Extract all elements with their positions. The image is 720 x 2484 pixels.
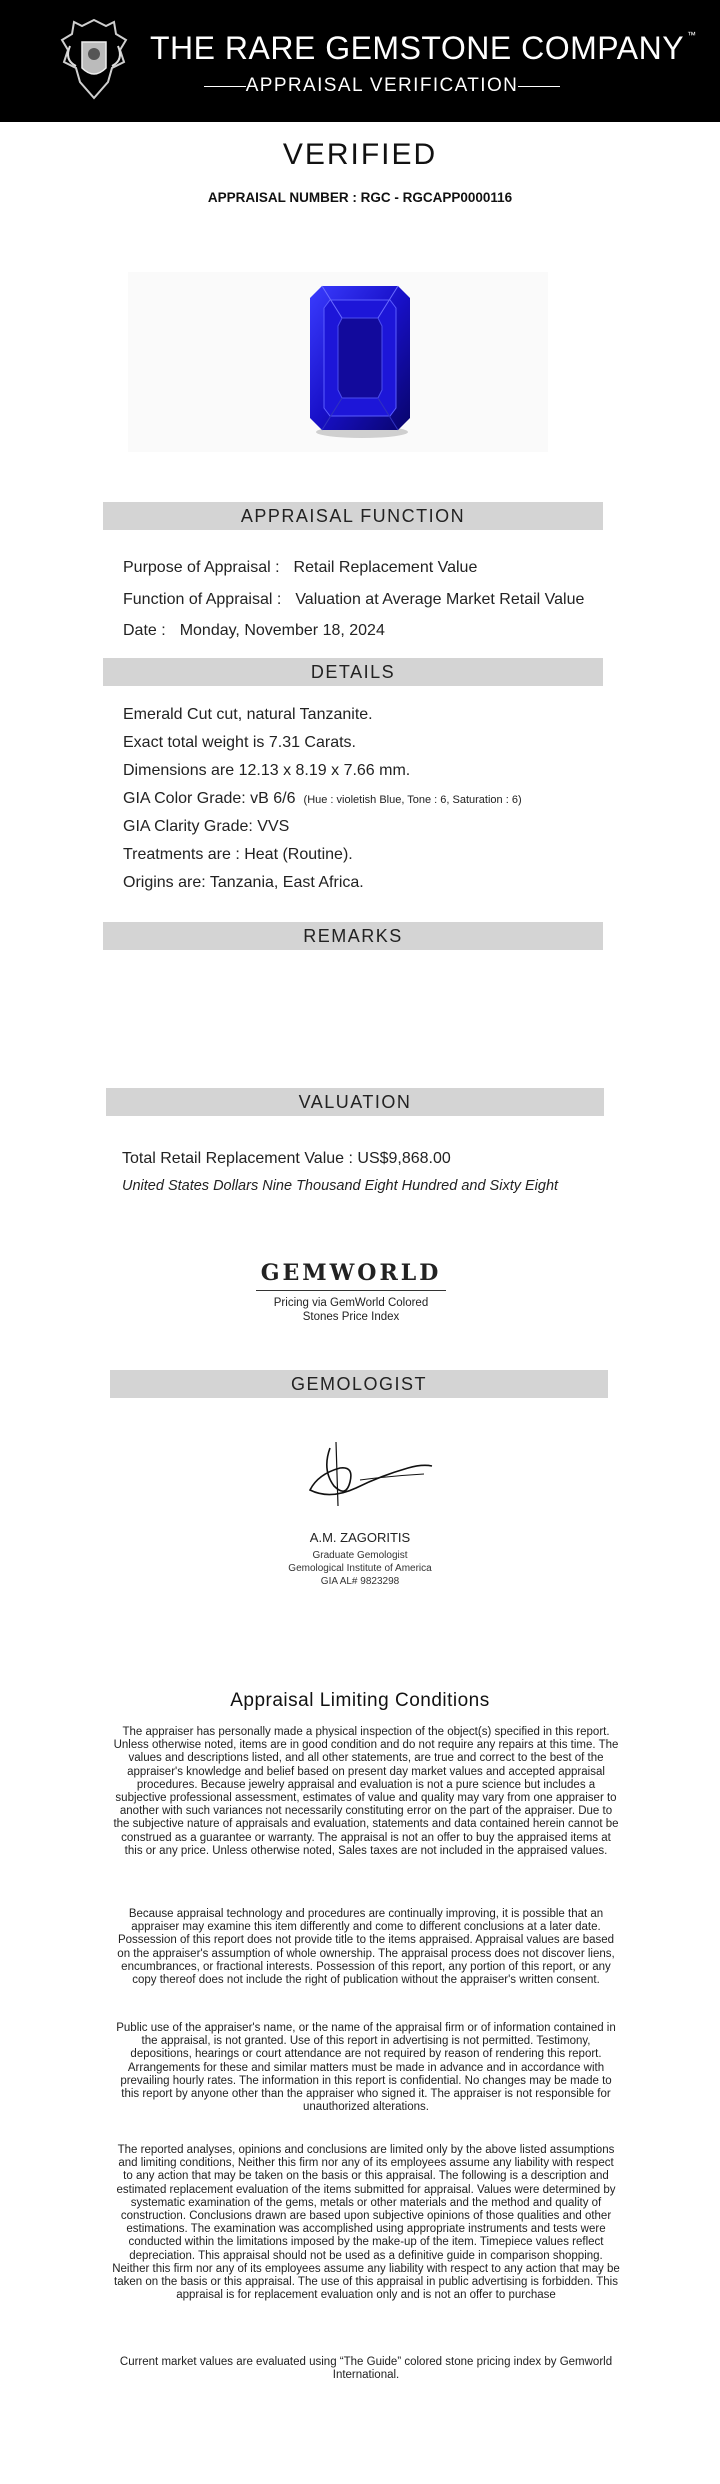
gemologist-bar: GEMOLOGIST [110,1370,608,1398]
gemologist-institute: Gemological Institute of America [288,1563,432,1574]
remarks-bar: REMARKS [103,922,603,950]
limiting-paragraph-3: Public use of the appraiser's name, or the name of the appraisal firm or of information contained in the appraisal, is not granted. Use of this report in advertising is not permitted. Testimony, depositions, hearings or court attendance are not required by reason of rendering this report. Arrangements for these and similar matters must be made in advance and in accordance with prevailing hourly rates. The information in this report is confidential. No changes may be made to this report by anyone other than the appraiser who signed it. The appraiser is not responsible for unauthorized alterations. [116,2022,616,2114]
value-in-words: United States Dollars Nine Thousand Eight Hundred and Sixty Eight [122,1178,559,1194]
limiting-conditions-title: Appraisal Limiting Conditions [230,1690,490,1711]
verified-heading: VERIFIED [282,138,438,171]
gemologist-name: A.M. ZAGORITIS [309,1530,411,1545]
function-row: Function of Appraisal : Valuation at Average Market Retail Value [123,591,585,608]
gemologist-license: GIA AL# 9823298 [320,1576,400,1587]
limiting-paragraph-5: Current market values are evaluated using “The Guide” colored stone pricing index by Gemworld International. [119,2356,613,2382]
gemworld-pricing-line1: Pricing via GemWorld Colored [273,1297,429,1309]
purpose-row: Purpose of Appraisal : Retail Replacement Value [123,559,478,576]
detail-clarity: GIA Clarity Grade: VVS [123,818,290,835]
limiting-paragraph-4: The reported analyses, opinions and conclusions are limited only by the above listed assumptions and limiting conditions, Neither this firm nor any of its employees assume any liability with respect to any action that may be taken on the basis or this appraisal. The following is a description and estimated replacement evaluation of the items submitted for appraisal. Values were determined by systematic examination of the gems, metals or other materials and the method and quality of construction. Conclusions drawn are based upon subjective opinions of those qualities and other estimations. The examination was accomplished using appropriate instruments and tests were conducted within the limitations imposed by the make-up of the item. Timepiece values reflect depreciation. This appraisal should not be used as a definitive guide in comparison shopping. Neither this firm nor any of its employees assume any liability with respect to any action that may be taken on the basis or this appraisal. The use of this appraisal in public advertising is forbidden. This appraisal is for replacement evaluation only and is not an offer to purchase [112,2144,620,2302]
company-name: THE RARE GEMSTONE COMPANY ™ [150,30,697,66]
gemologist-credential: Graduate Gemologist [312,1550,408,1561]
header-banner [0,0,720,122]
detail-treatments: Treatments are : Heat (Routine). [123,846,353,863]
valuation-bar: VALUATION [106,1088,604,1116]
detail-origin: Origins are: Tanzania, East Africa. [123,874,364,891]
gemworld-block [256,1260,446,1324]
details-bar: DETAILS [103,658,603,686]
header-subtitle: APPRAISAL VERIFICATION [202,74,562,98]
appraisal-number: APPRAISAL NUMBER : RGC - RGCAPP0000116 [207,190,513,205]
detail-dimensions: Dimensions are 12.13 x 8.19 x 7.66 mm. [123,762,411,779]
appraisal-function-bar: APPRAISAL FUNCTION [103,502,603,530]
detail-weight: Exact total weight is 7.31 Carats. [123,734,356,751]
gemworld-pricing-line2: Stones Price Index [302,1311,400,1323]
crest-logo-icon [54,16,134,104]
tanzanite-gemstone-image [300,282,420,442]
gemworld-logo: GEMWORLD [256,1260,446,1291]
detail-color-grade: GIA Color Grade: vB 6/6 (Hue : violetish Blue, Tone : 6, Saturation : 6) [123,790,522,807]
limiting-paragraph-2: Because appraisal technology and procedures are continually improving, it is possible that an appraiser may examine this item differently and come to different conclusions at a later date. Possession of this report does not provide title to the items appraised. Appraisal values are based on the appraiser's assumption of whole ownership. The appraisal process does not discover liens, encumbrances, or fractional interests. Possession of this report, any portion of this report, or any copy thereof does not include the right of publication without the appraiser's written consent. [117,1908,615,1987]
signature-image [300,1440,440,1510]
total-value: Total Retail Replacement Value : US$9,868.00 [122,1150,451,1167]
date-row: Date : Monday, November 18, 2024 [123,622,385,639]
detail-cut: Emerald Cut cut, natural Tanzanite. [123,706,373,723]
limiting-paragraph-1: The appraiser has personally made a physical inspection of the object(s) specified in this report. Unless otherwise noted, items are in good condition and do not require any repairs at this time. The values and descriptions listed, and all other statements, are true and correct to the best of the appraiser's knowledge and belief based on present day market values and accepted appraisal procedures. Because jewelry appraisal and evaluation is not a pure science but includes a subjective professional assessment, estimates of value and quality may vary from one appraiser to another with such variances not necessarily constituting error on the part of the appraiser. Due to the subjective nature of appraisals and evaluation, statements and data contained herein cannot be construed as a guarantee or warranty. The appraisal is not an offer to buy the appraised items at this or any price. Unless otherwise noted, Sales taxes are not included in the appraised values. [113,1726,619,1857]
